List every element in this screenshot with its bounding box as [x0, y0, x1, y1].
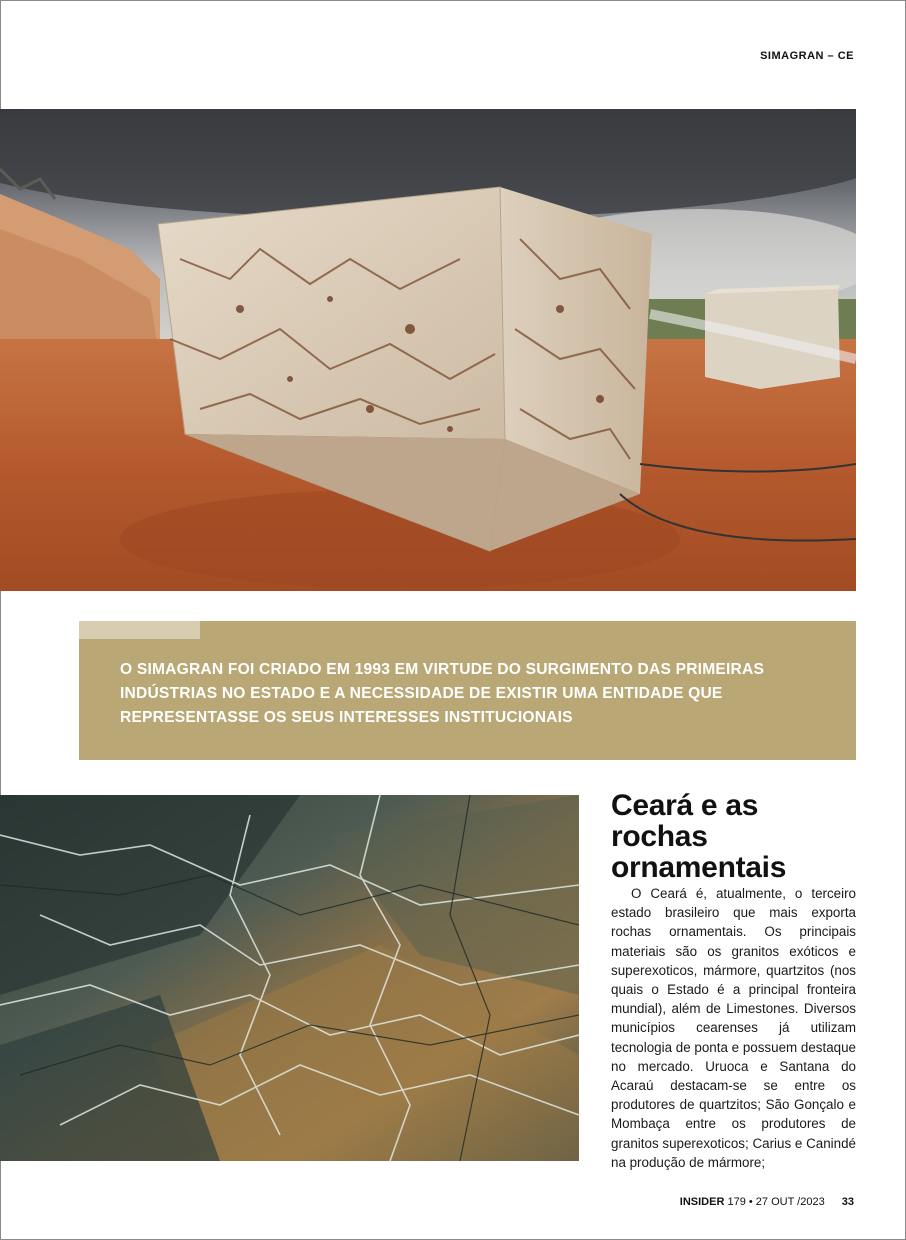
page-footer — [680, 1196, 854, 1208]
section-tag: SIMAGRAN – CE — [760, 50, 854, 62]
quarry-block-photo — [0, 109, 856, 591]
quarry-illustration — [0, 109, 856, 591]
pull-quote-tab — [79, 621, 200, 639]
article-body: O Ceará é, atualmente, o terceiro estado brasileiro que mais exporta rochas ornamentais. Os principais materiais são os granitos exóticos e superexoticos, mármore, quartzitos (nos quais o Estado é a principal fronteira mundial), além de Limestones. Diversos municípios cearenses já utilizam tecnologia de ponta e possuem destaque no mercado. Uruoca e Santana do Acaraú destacam-se se entre os produtores de quartzitos; São Gonçalo e Mombaça entre os produtores de granitos superexoticos; Carius e Canindé na produção de mármore; — [611, 886, 856, 1170]
issue-info: 179 • 27 OUT /2023 — [727, 1196, 825, 1208]
page-number: 33 — [841, 1196, 854, 1208]
marble-slab-photo — [0, 795, 579, 1161]
article-title: Ceará e as rochas ornamentais — [611, 789, 787, 884]
marble-illustration — [0, 795, 579, 1161]
pull-quote-text: O SIMAGRAN FOI CRIADO EM 1993 EM VIRTUDE DO SURGIMENTO DAS PRIMEIRAS INDÚSTRIAS NO ESTADO E A NECESSIDADE DE EXISTIR UMA ENTIDADE QUE REPRESENTASSE OS SEUS INTERESSES INSTITUCIONAIS — [120, 661, 765, 726]
magazine-brand: INSIDER — [679, 1196, 725, 1208]
